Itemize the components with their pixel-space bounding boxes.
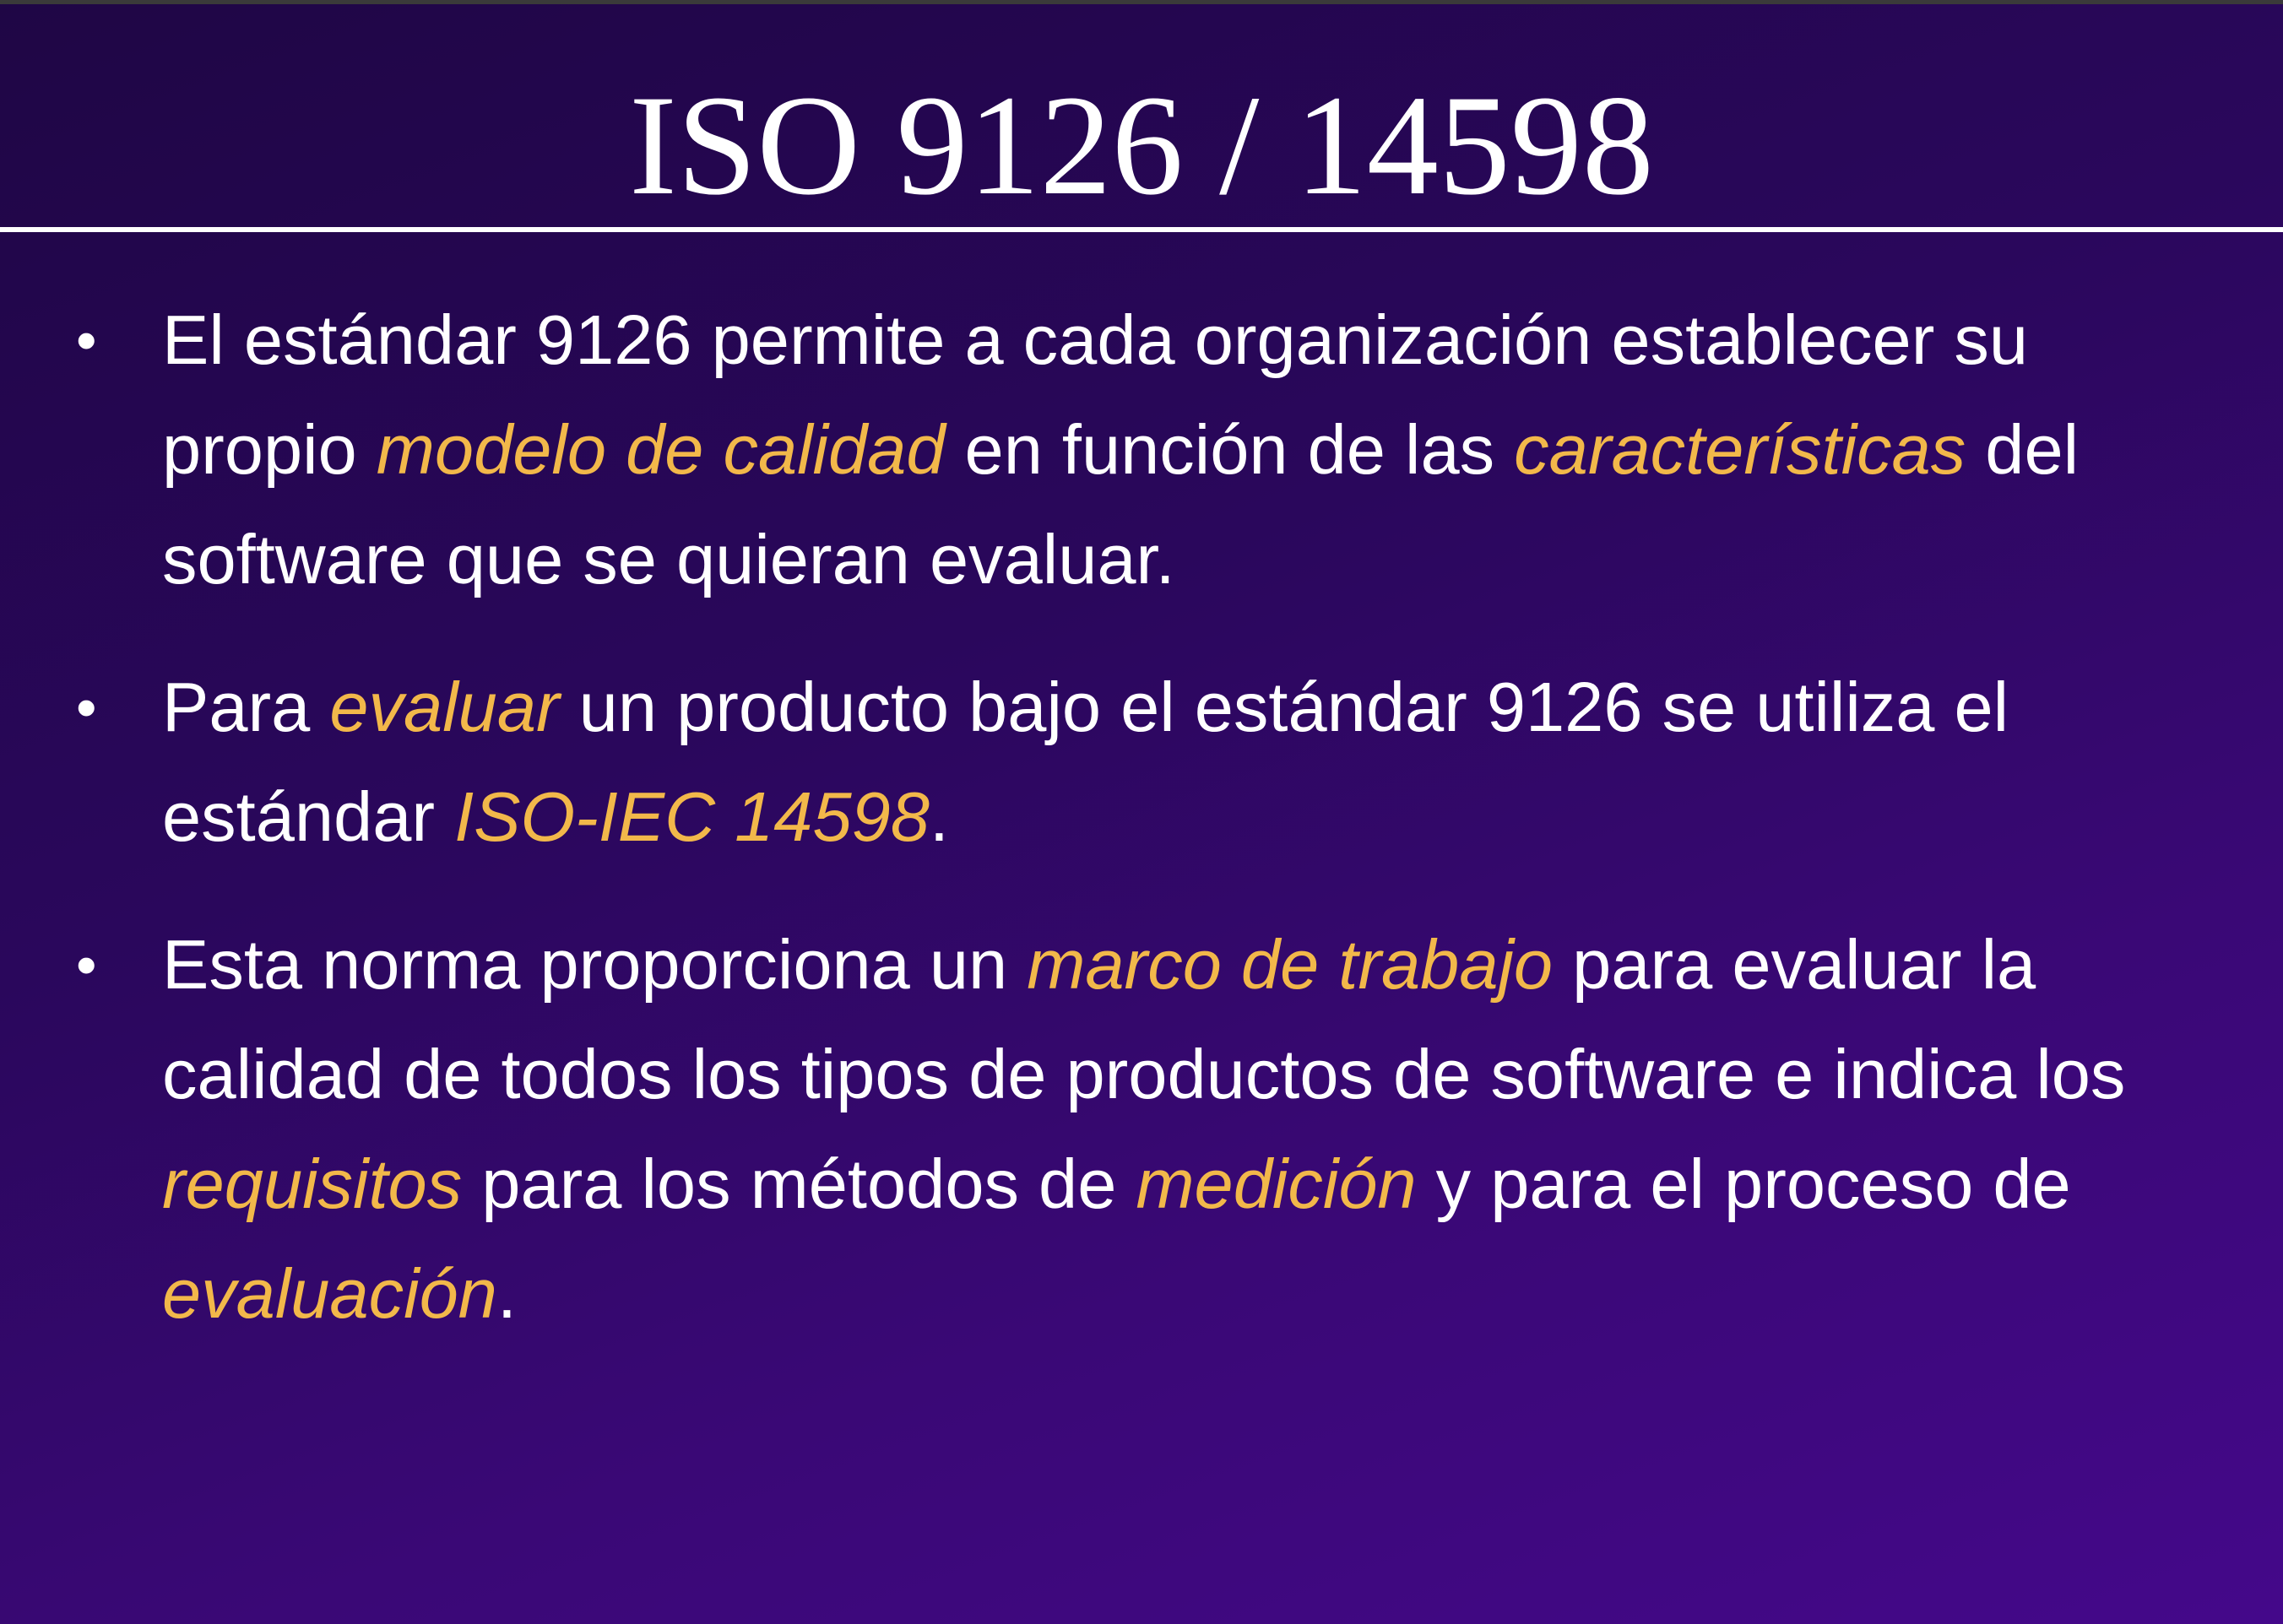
- bullet-3-highlight-4: evaluación: [162, 1254, 497, 1333]
- bullet-3-highlight-2: requisitos: [162, 1145, 463, 1223]
- title-divider: [0, 227, 2283, 232]
- bullet-2-text-1: Para: [162, 668, 330, 746]
- bullet-3-text-2: para evaluar la calidad de todos los tipos de productos de software e indica los: [162, 925, 2126, 1113]
- bullet-1-highlight-1: modelo de calidad: [376, 410, 946, 489]
- bullet-list: [0, 285, 2283, 1387]
- bullet-dot-icon: •: [76, 307, 97, 373]
- bullet-1-highlight-2: características: [1514, 410, 1966, 489]
- bullet-dot-icon: •: [76, 674, 97, 740]
- bullet-1-text-1: El estándar 9126 permite a cada organización establecer su propio: [162, 300, 2029, 489]
- bullet-3-text-3: para los métodos de: [462, 1145, 1136, 1223]
- bullet-2-text-2: un producto bajo el estándar 9126 se utiliza el estándar: [162, 668, 2009, 856]
- bullet-3-text-4: y para el proceso de: [1416, 1145, 2071, 1223]
- bullet-3-text-5: .: [496, 1254, 517, 1333]
- bullet-1-text-3: del software que se quieran evaluar.: [162, 410, 2080, 598]
- bullet-dot-icon: •: [76, 932, 97, 998]
- bullet-1-text-2: en función de las: [945, 410, 1515, 489]
- bullet-2-highlight-1: evaluar: [329, 668, 560, 746]
- bullet-2-highlight-2: ISO-IEC 14598: [454, 777, 930, 856]
- bullet-item-3: [0, 910, 2283, 1349]
- slide-title: ISO 9126 / 14598: [629, 66, 1654, 225]
- bullet-item-1: [0, 285, 2283, 614]
- bullet-3-highlight-1: marco de trabajo: [1027, 925, 1554, 1004]
- bullet-3-highlight-3: medición: [1136, 1145, 1417, 1223]
- bullet-item-2: [0, 652, 2283, 872]
- bullet-2-text-3: .: [929, 777, 949, 856]
- top-strip: [0, 0, 2283, 4]
- bullet-3-text-1: Esta norma proporciona un: [162, 925, 1028, 1004]
